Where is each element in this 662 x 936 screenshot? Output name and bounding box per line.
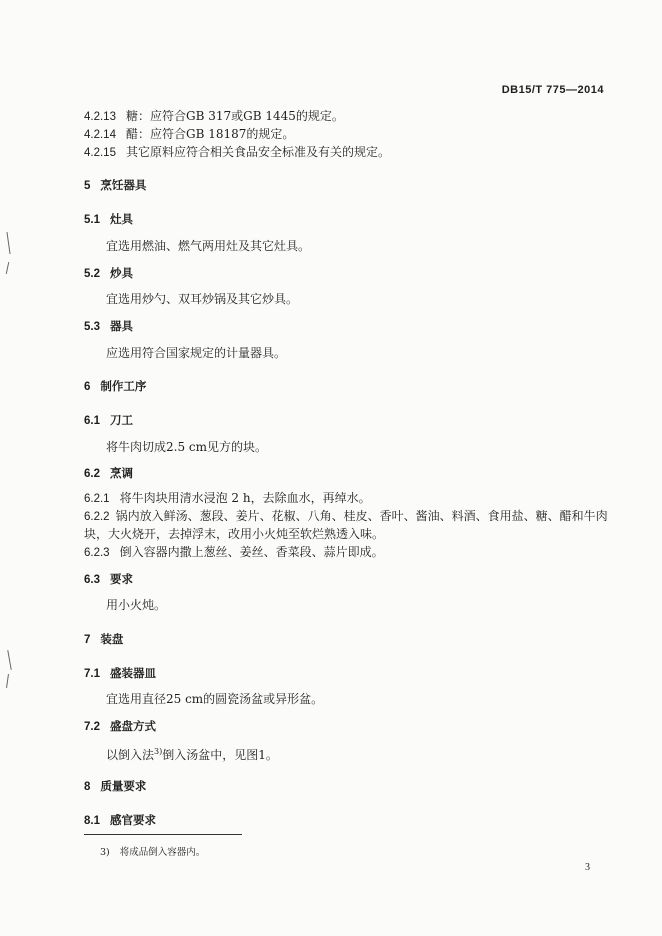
clause-number: 6.2.2 xyxy=(84,511,110,523)
section-title: 要求 xyxy=(110,572,133,586)
footnote-divider xyxy=(84,834,242,835)
section-7-1-body: 宜选用直径25 cm的圆瓷汤盆或异形盆。 xyxy=(106,692,324,706)
section-title: 刀工 xyxy=(110,413,133,427)
clause-6-2-3 xyxy=(84,544,384,561)
clause-text: 其它原料应符合相关食品安全标准及有关的规定。 xyxy=(125,145,390,159)
section-6-heading xyxy=(84,378,146,395)
section-number: 5 xyxy=(84,180,91,192)
clause-number: 4.2.14 xyxy=(84,129,116,141)
footnote xyxy=(100,844,205,858)
clause-number: 4.2.13 xyxy=(84,111,116,123)
section-number: 6 xyxy=(84,381,91,393)
standard-code: DB15/T 775—2014 xyxy=(501,84,604,96)
footnote-number: 3) xyxy=(100,847,110,858)
section-title: 质量要求 xyxy=(100,779,147,793)
section-title: 烹调 xyxy=(110,466,133,480)
section-8-heading xyxy=(84,778,146,795)
section-5-1-body: 宜选用燃油、燃气两用灶及其它灶具。 xyxy=(106,239,311,253)
section-number: 6.2 xyxy=(84,468,100,480)
section-6-2-heading xyxy=(84,465,133,482)
clause-text: 醋：应符合GB 18187的规定。 xyxy=(125,127,295,141)
clause-number: 4.2.15 xyxy=(84,147,116,159)
section-7-heading xyxy=(84,631,123,648)
footnote-text: 将成品倒入容器内。 xyxy=(119,847,206,858)
scan-mark xyxy=(6,262,9,274)
section-number: 6.1 xyxy=(84,415,100,427)
section-title: 制作工序 xyxy=(100,379,147,393)
section-number: 7.1 xyxy=(84,668,100,680)
section-6-3-body: 用小火炖。 xyxy=(106,598,167,612)
scan-mark xyxy=(6,232,10,254)
section-5-3-body: 应选用符合国家规定的计量器具。 xyxy=(106,346,287,360)
section-number: 7.2 xyxy=(84,721,100,733)
section-6-1-heading xyxy=(84,412,133,429)
section-5-1-heading xyxy=(84,211,133,228)
clause-4-2-15 xyxy=(84,144,390,161)
section-title: 灶具 xyxy=(110,212,133,226)
section-6-3-heading xyxy=(84,571,133,588)
section-6-1-body: 将牛肉切成2.5 cm见方的块。 xyxy=(106,440,267,454)
clause-4-2-13 xyxy=(84,108,344,125)
section-5-2-body: 宜选用炒勺、双耳炒锅及其它炒具。 xyxy=(106,292,299,306)
clause-6-2-2-continued: 块，大火烧开，去掉浮末，改用小火炖至软烂熟透入味。 xyxy=(84,527,385,541)
section-5-heading xyxy=(84,177,146,194)
section-title: 盛盘方式 xyxy=(110,719,156,733)
page-number: 3 xyxy=(585,862,590,873)
section-7-2-heading xyxy=(84,718,156,735)
clause-number: 6.2.3 xyxy=(84,547,110,559)
scan-mark xyxy=(6,674,9,688)
clause-number: 6.2.1 xyxy=(84,493,110,505)
section-title: 感官要求 xyxy=(110,813,156,827)
section-number: 5.3 xyxy=(84,321,100,333)
section-5-3-heading xyxy=(84,318,133,335)
section-title: 器具 xyxy=(110,319,133,333)
section-7-2-body xyxy=(106,744,278,763)
body-text: 以倒入法 xyxy=(106,748,155,762)
section-title: 炒具 xyxy=(110,266,133,280)
section-number: 8 xyxy=(84,781,91,793)
section-title: 盛装器皿 xyxy=(110,666,156,680)
section-5-2-heading xyxy=(84,265,133,282)
clause-4-2-14 xyxy=(84,126,294,143)
clause-text: 锅内放入鲜汤、葱段、姜片、花椒、八角、桂皮、香叶、酱油、料酒、食用盐、糖、醋和牛肉 xyxy=(115,509,608,523)
section-title: 装盘 xyxy=(100,632,124,646)
footnote-ref: 3) xyxy=(154,747,163,756)
section-number: 5.2 xyxy=(84,268,100,280)
body-text: 倒入汤盆中，见图1。 xyxy=(162,748,278,762)
clause-text: 将牛肉块用清水浸泡 2 h，去除血水，再绰水。 xyxy=(119,491,371,505)
clause-6-2-1 xyxy=(84,490,371,507)
clause-text: 糖：应符合GB 317或GB 1445的规定。 xyxy=(125,109,344,123)
section-number: 8.1 xyxy=(84,815,100,827)
clause-6-2-2 xyxy=(84,508,608,525)
scan-mark xyxy=(7,650,11,670)
section-title: 烹饪器具 xyxy=(100,178,147,192)
section-number: 7 xyxy=(84,634,91,646)
section-7-1-heading xyxy=(84,665,156,682)
clause-text: 倒入容器内撒上葱丝、姜丝、香菜段、蒜片即成。 xyxy=(119,545,384,559)
section-8-1-heading xyxy=(84,812,156,829)
section-number: 6.3 xyxy=(84,574,100,586)
section-number: 5.1 xyxy=(84,214,100,226)
